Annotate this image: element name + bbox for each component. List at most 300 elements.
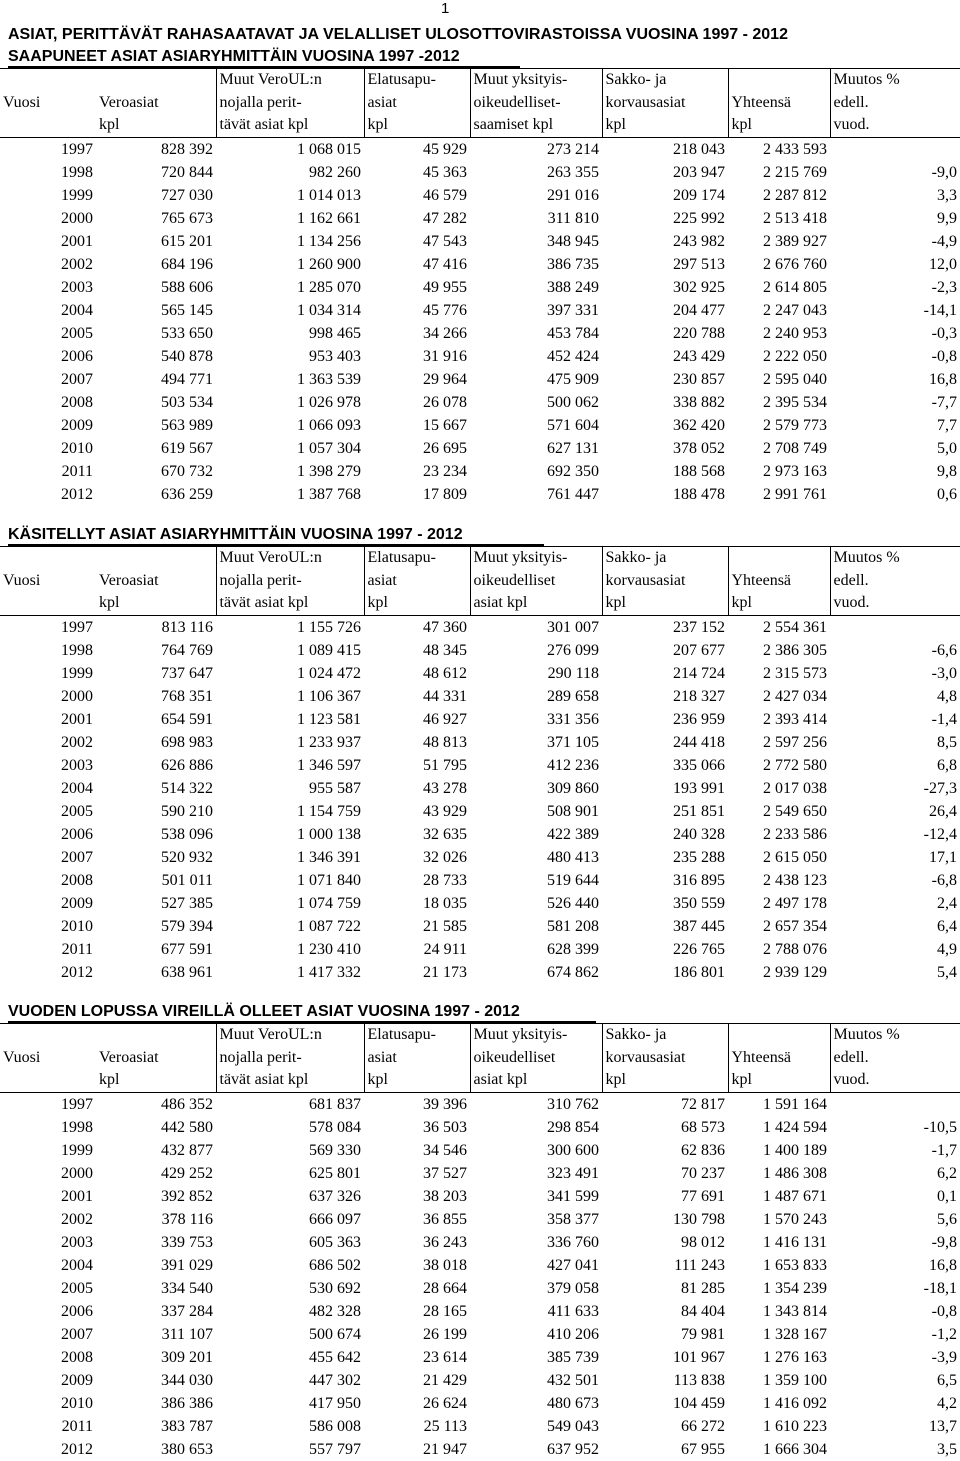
year-cell: 2004 [61, 1257, 93, 1275]
table-row [0, 1162, 960, 1185]
tax-cell: 378 116 [161, 1211, 213, 1229]
col-maintenance-header: Elatusapu- [364, 547, 470, 570]
maintenance-cell: 47 543 [423, 233, 467, 251]
private-cell: 549 043 [547, 1418, 599, 1436]
change-cell: -12,4 [923, 826, 957, 844]
year-cell: 1999 [61, 187, 93, 205]
year-cell: 2000 [61, 210, 93, 228]
private-cell: 379 058 [547, 1280, 599, 1298]
fines-cell: 226 765 [673, 941, 725, 959]
year-cell: 2006 [61, 1303, 93, 1321]
other-tax-cell: 1 000 138 [297, 826, 361, 844]
change-cell: -3,9 [931, 1349, 957, 1367]
total-cell: 1 570 243 [763, 1211, 827, 1229]
col-change-header: Muutos % [830, 547, 960, 570]
tax-cell: 494 771 [161, 371, 213, 389]
col-total-header [728, 69, 830, 92]
total-cell: 1 400 189 [763, 1142, 827, 1160]
other-tax-cell: 982 260 [309, 164, 361, 182]
total-cell: 2 497 178 [763, 895, 827, 913]
maintenance-cell: 36 503 [423, 1119, 467, 1137]
other-tax-cell: 1 417 332 [297, 964, 361, 982]
change-cell: 0,1 [937, 1188, 957, 1206]
tax-cell: 768 351 [161, 688, 213, 706]
tax-cell: 764 769 [161, 642, 213, 660]
maintenance-cell: 31 916 [423, 348, 467, 366]
private-cell: 298 854 [547, 1119, 599, 1137]
tax-cell: 486 352 [161, 1096, 213, 1114]
other-tax-cell: 953 403 [309, 348, 361, 366]
change-cell: 26,4 [929, 803, 957, 821]
private-cell: 627 131 [547, 440, 599, 458]
fines-cell: 72 817 [681, 1096, 725, 1114]
year-cell: 2007 [61, 371, 93, 389]
col-tax-header: kpl [96, 114, 216, 137]
other-tax-cell: 569 330 [309, 1142, 361, 1160]
table-row [0, 253, 960, 276]
change-cell: -0,8 [931, 1303, 957, 1321]
private-cell: 385 739 [547, 1349, 599, 1367]
tax-cell: 670 732 [161, 463, 213, 481]
change-cell: -9,0 [931, 164, 957, 182]
other-tax-cell: 482 328 [309, 1303, 361, 1321]
fines-cell: 244 418 [673, 734, 725, 752]
change-cell: -6,8 [931, 872, 957, 890]
tax-cell: 626 886 [161, 757, 213, 775]
other-tax-cell: 500 674 [309, 1326, 361, 1344]
private-cell: 628 399 [547, 941, 599, 959]
change-cell: 4,8 [937, 688, 957, 706]
col-total-header: kpl [728, 592, 830, 615]
total-cell: 2 395 534 [763, 394, 827, 412]
private-cell: 388 249 [547, 279, 599, 297]
table-row [0, 276, 960, 299]
total-cell: 1 416 092 [763, 1395, 827, 1413]
maintenance-cell: 29 964 [423, 371, 467, 389]
total-cell: 2 315 573 [763, 665, 827, 683]
col-private-header: Muut yksityis- [470, 69, 602, 92]
other-tax-cell: 1 134 256 [297, 233, 361, 251]
fines-cell: 203 947 [673, 164, 725, 182]
change-cell: 6,2 [937, 1165, 957, 1183]
table-row [0, 639, 960, 662]
col-other-tax-header: tävät asiat kpl [216, 1069, 364, 1092]
tax-cell: 727 030 [161, 187, 213, 205]
other-tax-cell: 557 797 [309, 1441, 361, 1459]
private-cell: 273 214 [547, 141, 599, 159]
private-cell: 358 377 [547, 1211, 599, 1229]
col-maintenance-header: kpl [364, 592, 470, 615]
maintenance-cell: 25 113 [423, 1418, 467, 1436]
private-cell: 453 784 [547, 325, 599, 343]
other-tax-cell: 998 465 [309, 325, 361, 343]
year-cell: 2007 [61, 849, 93, 867]
col-tax-header: Veroasiat [99, 1048, 159, 1066]
col-private-header: saamiset kpl [470, 114, 602, 137]
col-change-header: vuod. [830, 1069, 960, 1092]
private-cell: 263 355 [547, 164, 599, 182]
col-maintenance-header: Elatusapu- [364, 1024, 470, 1047]
table-row [0, 299, 960, 322]
table-row [0, 662, 960, 685]
other-tax-cell: 1 071 840 [297, 872, 361, 890]
other-tax-cell: 1 024 472 [297, 665, 361, 683]
data-table [0, 68, 960, 506]
table-row [0, 1185, 960, 1208]
change-cell: 3,5 [937, 1441, 957, 1459]
col-tax-header [96, 547, 216, 570]
year-cell: 2000 [61, 1165, 93, 1183]
tax-cell: 615 201 [161, 233, 213, 251]
col-private-header: asiat kpl [470, 592, 602, 615]
maintenance-cell: 34 546 [423, 1142, 467, 1160]
total-cell: 2 247 043 [763, 302, 827, 320]
total-cell: 2 991 761 [763, 486, 827, 504]
private-cell: 386 735 [547, 256, 599, 274]
other-tax-cell: 1 230 410 [297, 941, 361, 959]
change-cell: -1,7 [931, 1142, 957, 1160]
table-row [0, 938, 960, 961]
col-other-tax-header: Muut VeroUL:n [216, 69, 364, 92]
year-cell: 2003 [61, 1234, 93, 1252]
tax-cell: 383 787 [161, 1418, 213, 1436]
col-total-header: Yhteensä [728, 92, 830, 115]
private-cell: 692 350 [547, 463, 599, 481]
private-cell: 397 331 [547, 302, 599, 320]
fines-cell: 66 272 [681, 1418, 725, 1436]
col-year-header [0, 114, 96, 137]
col-total-header: Yhteensä [728, 1047, 830, 1070]
main-title: ASIAT, PERITTÄVÄT RAHASAATAVAT JA VELALLISET ULOSOTTOVIRASTOISSA VUOSINA 1997 - 2012 [8, 26, 788, 43]
maintenance-cell: 36 243 [423, 1234, 467, 1252]
year-cell: 1997 [61, 619, 93, 637]
fines-cell: 236 959 [673, 711, 725, 729]
maintenance-cell: 47 416 [423, 256, 467, 274]
maintenance-cell: 26 078 [423, 394, 467, 412]
fines-cell: 113 838 [673, 1372, 725, 1390]
fines-cell: 79 981 [681, 1326, 725, 1344]
other-tax-cell: 586 008 [309, 1418, 361, 1436]
total-cell: 2 386 305 [763, 642, 827, 660]
private-cell: 291 016 [547, 187, 599, 205]
table-row [0, 1415, 960, 1438]
other-tax-cell: 955 587 [309, 780, 361, 798]
change-cell [830, 138, 960, 162]
tax-cell: 737 647 [161, 665, 213, 683]
year-cell: 2001 [61, 711, 93, 729]
total-cell: 2 438 123 [763, 872, 827, 890]
col-private-header: oikeudelliset [470, 1047, 602, 1070]
fines-cell: 111 243 [674, 1257, 725, 1275]
col-maintenance-header: kpl [364, 114, 470, 137]
year-cell: 2006 [61, 826, 93, 844]
maintenance-cell: 45 363 [423, 164, 467, 182]
change-cell: 8,5 [937, 734, 957, 752]
col-private-header: oikeudelliset- [470, 92, 602, 115]
col-tax-header [96, 1024, 216, 1047]
table-row [0, 1277, 960, 1300]
change-cell: 6,4 [937, 918, 957, 936]
change-cell: 16,8 [929, 1257, 957, 1275]
total-cell: 1 343 814 [763, 1303, 827, 1321]
data-table [0, 546, 960, 984]
year-cell: 2010 [61, 918, 93, 936]
fines-cell: 101 967 [673, 1349, 725, 1367]
maintenance-cell: 34 266 [423, 325, 467, 343]
maintenance-cell: 47 282 [423, 210, 467, 228]
total-cell: 2 554 361 [763, 619, 827, 637]
table-row [0, 1208, 960, 1231]
maintenance-cell: 36 855 [423, 1211, 467, 1229]
change-cell: 0,6 [937, 486, 957, 504]
col-maintenance-header: asiat [364, 1047, 470, 1070]
tax-cell: 677 591 [161, 941, 213, 959]
change-cell: 5,4 [937, 964, 957, 982]
other-tax-cell: 1 026 978 [297, 394, 361, 412]
tax-cell: 588 606 [161, 279, 213, 297]
fines-cell: 235 288 [673, 849, 725, 867]
table-row [0, 322, 960, 345]
private-cell: 336 760 [547, 1234, 599, 1252]
table-row [0, 161, 960, 184]
tax-cell: 828 392 [161, 141, 213, 159]
maintenance-cell: 26 695 [423, 440, 467, 458]
private-cell: 761 447 [547, 486, 599, 504]
maintenance-cell: 26 199 [423, 1326, 467, 1344]
change-cell: -18,1 [923, 1280, 957, 1298]
change-cell: -2,3 [931, 279, 957, 297]
year-cell: 1998 [61, 642, 93, 660]
maintenance-cell: 49 955 [423, 279, 467, 297]
table-row [0, 800, 960, 823]
col-maintenance-header: kpl [364, 1069, 470, 1092]
total-cell: 2 433 593 [763, 141, 827, 159]
fines-cell: 302 925 [673, 279, 725, 297]
maintenance-cell: 32 635 [423, 826, 467, 844]
private-cell: 427 041 [547, 1257, 599, 1275]
year-cell: 2012 [61, 486, 93, 504]
private-cell: 310 762 [547, 1096, 599, 1114]
col-change-header: Muutos % [830, 69, 960, 92]
tax-cell: 514 322 [161, 780, 213, 798]
fines-cell: 130 798 [673, 1211, 725, 1229]
tax-cell: 540 878 [161, 348, 213, 366]
tax-cell: 344 030 [161, 1372, 213, 1390]
total-cell: 2 017 038 [763, 780, 827, 798]
table-row [0, 345, 960, 368]
change-cell: 5,0 [937, 440, 957, 458]
fines-cell: 378 052 [673, 440, 725, 458]
year-cell: 2010 [61, 1395, 93, 1413]
maintenance-cell: 23 234 [423, 463, 467, 481]
tax-cell: 579 394 [161, 918, 213, 936]
col-year-header: Vuosi [3, 1048, 41, 1066]
fines-cell: 186 801 [673, 964, 725, 982]
col-tax-header: kpl [96, 592, 216, 615]
year-cell: 2006 [61, 348, 93, 366]
tax-cell: 386 386 [161, 1395, 213, 1413]
other-tax-cell: 1 066 093 [297, 417, 361, 435]
maintenance-cell: 51 795 [423, 757, 467, 775]
col-year-header: Vuosi [3, 571, 41, 589]
private-cell: 323 491 [547, 1165, 599, 1183]
col-fines-header: korvausasiat [602, 92, 728, 115]
col-total-header: kpl [728, 1069, 830, 1092]
change-cell: 17,1 [929, 849, 957, 867]
maintenance-cell: 37 527 [423, 1165, 467, 1183]
col-change-header: vuod. [830, 592, 960, 615]
table-row [0, 1093, 960, 1117]
change-cell: 9,8 [937, 463, 957, 481]
change-cell: -7,7 [931, 394, 957, 412]
year-cell: 2010 [61, 440, 93, 458]
maintenance-cell: 32 026 [423, 849, 467, 867]
fines-cell: 62 836 [681, 1142, 725, 1160]
tax-cell: 563 989 [161, 417, 213, 435]
change-cell: 13,7 [929, 1418, 957, 1436]
change-cell: 4,2 [937, 1395, 957, 1413]
total-cell: 2 222 050 [763, 348, 827, 366]
col-fines-header: kpl [602, 114, 728, 137]
other-tax-cell: 1 155 726 [297, 619, 361, 637]
maintenance-cell: 48 612 [423, 665, 467, 683]
private-cell: 301 007 [547, 619, 599, 637]
change-cell: 3,3 [937, 187, 957, 205]
table-row [0, 731, 960, 754]
table-row [0, 437, 960, 460]
change-cell [830, 1093, 960, 1117]
total-cell: 2 595 040 [763, 371, 827, 389]
maintenance-cell: 45 929 [423, 141, 467, 159]
other-tax-cell: 1 057 304 [297, 440, 361, 458]
col-total-header [728, 547, 830, 570]
table-row [0, 892, 960, 915]
fines-cell: 193 991 [673, 780, 725, 798]
private-cell: 500 062 [547, 394, 599, 412]
fines-cell: 243 429 [673, 348, 725, 366]
maintenance-cell: 24 911 [423, 941, 467, 959]
private-cell: 432 501 [547, 1372, 599, 1390]
header-row [0, 69, 960, 92]
change-cell: 16,8 [929, 371, 957, 389]
change-cell: -4,9 [931, 233, 957, 251]
table-row [0, 391, 960, 414]
maintenance-cell: 28 664 [423, 1280, 467, 1298]
total-cell: 2 657 354 [763, 918, 827, 936]
section-title: VUODEN LOPUSSA VIREILLÄ OLLEET ASIAT VUOSINA 1997 - 2012 [8, 1003, 520, 1020]
private-cell: 526 440 [547, 895, 599, 913]
other-tax-cell: 1 346 597 [297, 757, 361, 775]
private-cell: 571 604 [547, 417, 599, 435]
private-cell: 276 099 [547, 642, 599, 660]
maintenance-cell: 39 396 [423, 1096, 467, 1114]
private-cell: 311 810 [547, 210, 599, 228]
fines-cell: 335 066 [673, 757, 725, 775]
fines-cell: 220 788 [673, 325, 725, 343]
tax-cell: 391 029 [161, 1257, 213, 1275]
tax-cell: 520 932 [161, 849, 213, 867]
year-cell: 2002 [61, 734, 93, 752]
tax-cell: 442 580 [161, 1119, 213, 1137]
private-cell: 412 236 [547, 757, 599, 775]
tax-cell: 429 252 [161, 1165, 213, 1183]
col-total-header [728, 1024, 830, 1047]
header-row [0, 1069, 960, 1092]
tax-cell: 503 534 [161, 394, 213, 412]
fines-cell: 230 857 [673, 371, 725, 389]
col-year-header [0, 69, 96, 92]
table-row [0, 915, 960, 938]
year-cell: 2005 [61, 325, 93, 343]
total-cell: 2 240 953 [763, 325, 827, 343]
change-cell: 4,9 [937, 941, 957, 959]
fines-cell: 225 992 [673, 210, 725, 228]
fines-cell: 240 328 [673, 826, 725, 844]
year-cell: 2003 [61, 279, 93, 297]
other-tax-cell: 455 642 [309, 1349, 361, 1367]
total-cell: 2 215 769 [763, 164, 827, 182]
total-cell: 2 233 586 [763, 826, 827, 844]
tax-cell: 638 961 [161, 964, 213, 982]
table-row [0, 483, 960, 506]
total-cell: 2 772 580 [763, 757, 827, 775]
change-cell: 6,8 [937, 757, 957, 775]
tax-cell: 590 210 [161, 803, 213, 821]
maintenance-cell: 48 345 [423, 642, 467, 660]
total-cell: 1 610 223 [763, 1418, 827, 1436]
col-maintenance-header: asiat [364, 570, 470, 593]
fines-cell: 350 559 [673, 895, 725, 913]
private-cell: 341 599 [547, 1188, 599, 1206]
total-cell: 1 416 131 [763, 1234, 827, 1252]
maintenance-cell: 48 813 [423, 734, 467, 752]
fines-cell: 188 568 [673, 463, 725, 481]
maintenance-cell: 47 360 [423, 619, 467, 637]
header-row [0, 592, 960, 615]
other-tax-cell: 1 387 768 [297, 486, 361, 504]
year-cell: 1998 [61, 164, 93, 182]
total-cell: 2 579 773 [763, 417, 827, 435]
tax-cell: 565 145 [161, 302, 213, 320]
private-cell: 289 658 [547, 688, 599, 706]
other-tax-cell: 1 260 900 [297, 256, 361, 274]
maintenance-cell: 21 585 [423, 918, 467, 936]
table-row [0, 1139, 960, 1162]
tax-cell: 380 653 [161, 1441, 213, 1459]
fines-cell: 67 955 [681, 1441, 725, 1459]
year-cell: 2005 [61, 803, 93, 821]
fines-cell: 214 724 [673, 665, 725, 683]
change-cell: 6,5 [937, 1372, 957, 1390]
col-fines-header: Sakko- ja [602, 69, 728, 92]
other-tax-cell: 578 084 [309, 1119, 361, 1137]
col-year-header [0, 547, 96, 570]
col-year-header [0, 592, 96, 615]
year-cell: 2011 [61, 941, 93, 959]
tax-cell: 334 540 [161, 1280, 213, 1298]
total-cell: 2 973 163 [763, 463, 827, 481]
col-private-header: oikeudelliset [470, 570, 602, 593]
change-cell: -1,4 [931, 711, 957, 729]
maintenance-cell: 44 331 [423, 688, 467, 706]
other-tax-cell: 625 801 [309, 1165, 361, 1183]
table-row [0, 1116, 960, 1139]
private-cell: 480 673 [547, 1395, 599, 1413]
col-tax-header [96, 69, 216, 92]
fines-cell: 387 445 [673, 918, 725, 936]
col-year-header: Vuosi [3, 93, 41, 111]
fines-cell: 84 404 [681, 1303, 725, 1321]
